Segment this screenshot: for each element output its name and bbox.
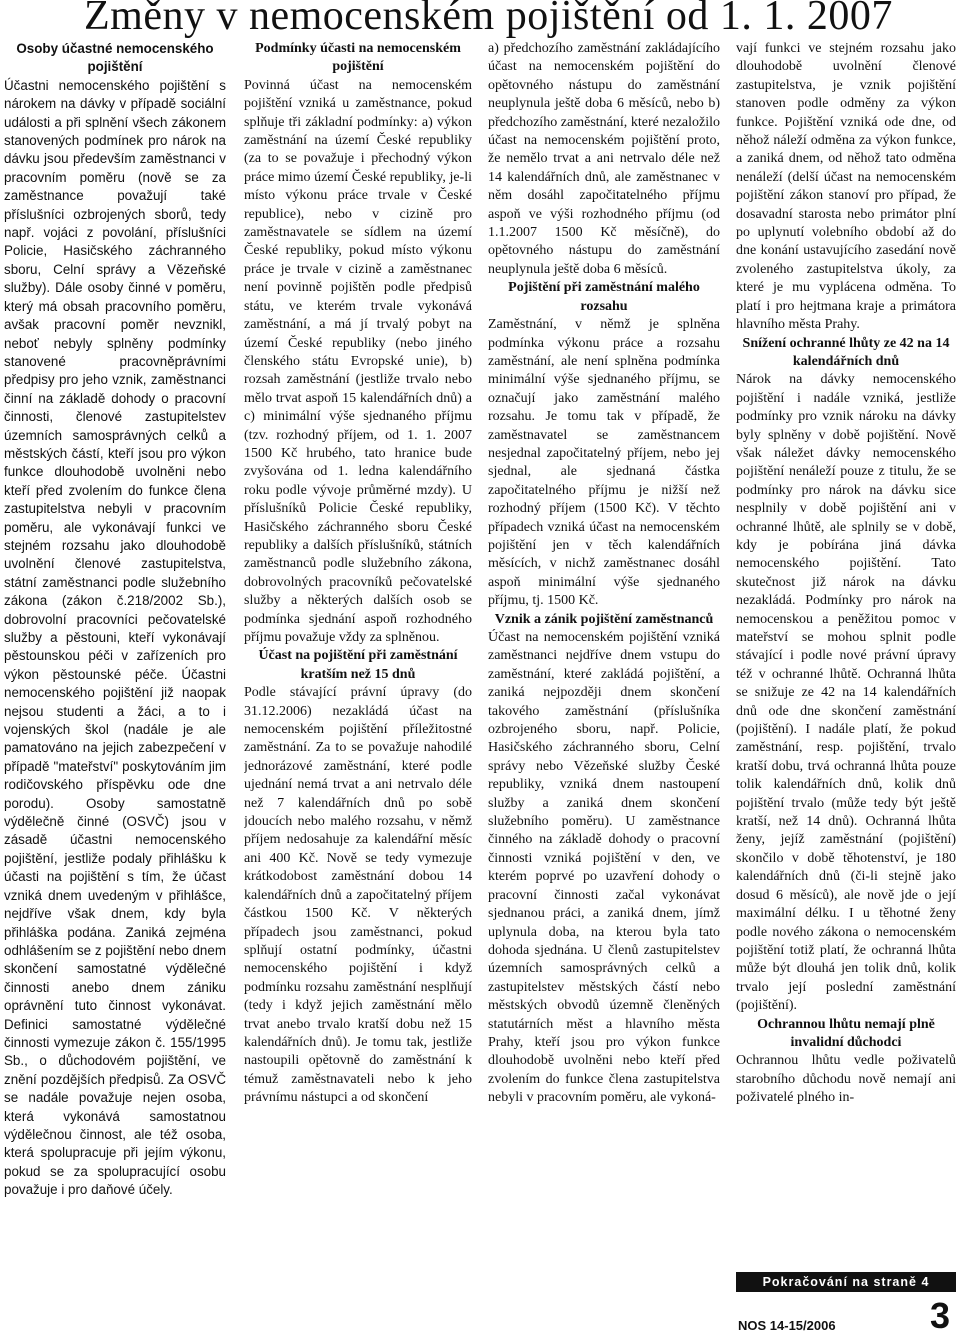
body-text: vají funkci ve stejném rozsahu jako dlouhodobě uvolnění členové zastupitelstva, je vznik pojištění stanoven podle odměny za výkon funkce. Pojištění vzniká ode dne, od něhož náleží odměna za výkon funkce, a zaniká dnem, od něhož tato odměna nenáleží (delší účast na nemocenském pojištění zákon stanoví pro případ, že dosavadní starosta nebo primátor plní po uplynutí volebního období až do dne konání ustavujícího zasedání nově zvoleného zastupitelstva úkoly, za které je mu vyplácena odměna. To platí i pro hejtmana kraje a primátora hlavního města Prahy. [736, 41, 956, 333]
column-1 [4, 40, 226, 1330]
section-heading: Podmínky účasti na nemocenském pojištění [255, 41, 461, 75]
section-heading: Účast na pojištění při zaměstnání kratším než 15 dnů [258, 648, 458, 682]
body-text: a) předchozího zaměstnání zakládajícího účast na nemocenském pojištění do opětovného nástupu do zaměstnání neuplynula ještě doba 6 měsíců, nebo b) předchozího zaměstnání, které nezaložilo účast na nemocenském pojištění proto, že nemělo trvat a ani netrvalo déle než 14 kalendářních dnů, ale zaměstnanec v něm dosáhl započitatelného příjmu aspoň ve výši rozhodného příjmu (od 1.1.2007 1500 Kč měsíčně), do opětovného nástupu do zaměstnání neuplynula ještě doba 6 měsíců. [488, 41, 720, 277]
section-heading: Vznik a zánik pojištění zaměstnanců [494, 611, 714, 627]
body-text: Účastni nemocenského pojištění s nárokem na dávky v případě sociální události a při splnění všech zákonem stanovených podmínek pro nárok na dávku jsou především zaměstnanci v pracovním poměru (nově se za zaměstnance považují také příslušníci ozbrojených sborů, tedy např. vojáci z povolání, příslušníci Policie, Hasičského záchranného sboru, Celní správy a Vězeňské služby). Dále osoby činné v poměru, který má obsah pracovního poměru, avšak pracovní poměr nevznikl, neboť nebyly splněny podmínky stanovené pracovněprávními předpisy pro jeho vznik, zaměstnanci činní na základě dohody o pracovní činnosti, členové zastupitelstev územních samosprávných celků a městských částí, kteří jsou pro výkon funkce dlouhodobě uvolněni nebo kteří před zvolením do funkce člena zastupitelstva nebyli v pracovním poměru, ale vykonávají funkci ve stejném rozsahu jako dlouhodobě uvolnění členové zastupitelstva, státní zaměstnanci podle služebního zákona (zákon č.218/2002 Sb.), dobrovolní pracovníci pečovatelské služby a pěstouni, kteří vykonávají pěstounskou péči v zařízeních pro výkon pěstounské péče. Účastni nemocenského pojištění již naopak nejsou studenti a žáci, a to i vojenských škol (nadále je ale pamatováno na jejich zabezpečení v případě "mateřství" poskytováním jim rodičovského příspěvku ode dne porodu). Osoby samostatně výdělečně činné (OSVČ) jsou v zásadě účastni nemocenského pojištění, jestliže podaly přihlášku k účasti na pojištění s tím, že účast vzniká dnem uvedeným v přihlášce, nejdříve však dnem, kdy byla přihláška podána. Zaniká zejména odhlášením se z pojištění nebo dnem skončení samostatné výdělečné činnosti anebo dnem zániku oprávnění tuto činnost vykonávat. Definici samostatné výdělečné činnosti vymezuje zákon č. 155/1995 Sb., o důchodovém pojištění, ve znění pozdějších předpisů. Za OSVČ se nadále považuje nejen osoba, která vykonává samostatnou výdělečnou činnost, ale též osoba, která spolupracuje při jejím výkonu, pokud se za spolupracující osobu považuje i pro daňové účely. [4, 77, 226, 1198]
column-3 [488, 40, 720, 1330]
column-4 [736, 40, 956, 1268]
body-text: Ochrannou lhůtu vedle poživatelů starobního důchodu nově nemají ani poživatelé plného in- [736, 1053, 956, 1106]
body-text: Nárok na dávky nemocenského pojištění i nadále vzniká, jestliže podmínky pro vznik nároku na dávky byly splněny v době pojištění. Nově však náležet dávky nemocenského pojištění nenáleží pouze z titulu, že se podmínky pro nárok na dávku sice nesplnily v době pojištění ani v ochranné lhůtě, ale splnily se v době, kdy je pobírána jiná dávka nemocenského pojištění. Tato skutečnost již nárok na dávku nezakládá. Podmínky pro nárok na nemocenskou a peněžitou pomoc v mateřství se mohou splnit podle stávající i podle nové právní úpravy též v ochranné lhůtě. Ochranná lhůta se snižuje ze 42 na 14 kalendářních dnů ode dne skončení zaměstnání (pojištění). I nadále platí, že pokud zaměstnání, resp. pojištění, trvalo kratší dobu, trvá ochranná lhůta pouze tolik kalendářních dnů, kolik dnů pojištění trvalo (může tedy být ještě kratší, než 14 dnů). Ochranná lhůta ženy, jejíž zaměstnání (pojištění) skončilo v době těhotenství, je 180 kalendářních dnů (či-li stejně jako dosud 6 měsíců), ale nově jde o její maximální délku. I u těhotné ženy podle nového zákona o nemocenském pojištění totiž platí, že ochranná lhůta může být dlouhá jen tolik dnů, kolik trvalo její poslední zaměstnání (pojištění). [736, 372, 956, 1014]
section-heading: Pojištění při zaměstnání malého rozsahu [508, 280, 700, 314]
column-2 [244, 40, 472, 1330]
body-text: Podle stávající právní úpravy (do 31.12.2006) nezakládá účast na nemocenském pojištění příležitostné zaměstnání. Za to se považuje nahodilé jednorázové zaměstnání, které podle ujednání nemá trvat a ani netrvalo déle než 7 kalendářních dnů po sobě jdoucích nebo malého rozsahu, v němž příjem nedosahuje za kalendářní měsíc ani 400 Kč. Nově se tedy vymezuje krátkodobost zaměstnání dobou 14 kalendářních dnů a započitatelný příjem částkou 1500 Kč. V některých případech jsou zaměstnanci, pokud splňují ostatní podmínky, účastni nemocenského pojištění i když podmínku rozsahu zaměstnání nesplňují (tedy i když jejich zaměstnání mělo trvat anebo trvalo kratší dobu než 15 kalendářních dnů). Je tomu tak, jestliže nastoupili opětovně do zaměstnání k témuž zaměstnavateli nebo k jeho právnímu nástupci a od skončení [244, 685, 472, 1106]
section-heading: Snížení ochranné lhůty ze 42 na 14 kalendářních dnů [742, 335, 950, 369]
body-text: Zaměstnání, v němž je splněna podmínka výkonu práce a rozsahu zaměstnání, ale není splněna podmínka minimální výše sjednaného příjmu, se označují jako zaměstnání malého rozsahu. Je tomu tak v případě, že zaměstnavatel se zaměstnancem nesjednal započitatelný příjem, nebo jej sjednal, ale sjednaná částka započitatelného příjmu je nižší než rozhodný příjem (1500 Kč). V těchto případech vzniká účast na nemocenském pojištění jen v těch kalendářních měsících, v nichž zaměstnanec dosáhl aspoň minimální výše sjednaného příjmu, tj. 1500 Kč. [488, 317, 720, 609]
body-text: Povinná účast na nemocenském pojištění vzniká u zaměstnance, pokud splňuje tři základní podmínky: a) výkon zaměstnání na území České republiky (za to se považuje i přechodný výkon práce mimo území České republiky, je-li místo výkonu práce trvale v České republice), nebo v cizině pro zaměstnavatele se sídlem na území České republiky, pokud místo výkonu práce je trvale v cizině a zaměstnanec není povinně pojištěn podle předpisů státu, ve kterém trvale vykonává zaměstnání, a má jí trvalý pobyt na území České republiky (nebo jiného členského státu Evropské unie), b) rozsah zaměstnání (jestliže trvalo nebo mělo trvat aspoň 15 kalendářních dnů) a c) minimální výše sjednaného příjmu (tzv. rozhodný příjem, od 1. 1. 2007 1500 Kč hrubého, tato hranice bude zvyšována od 1. ledna kalendářního roku podle vývoje průměrné mzdy). U příslušníků Policie České republiky, Hasičského záchranného sboru České republiky a dalších příslušníků, státních zaměstnanců podle služebního zákona, dobrovolných pracovníků pečovatelské služby a některých dalších osob se podmínka sjednání aspoň rozhodného příjmu považuje vždy za splněnou. [244, 77, 472, 645]
section-heading: Osoby účastné nemocenského pojištění [16, 41, 214, 75]
section-heading: Ochrannou lhůtu nemají plně invalidní důchodci [757, 1016, 935, 1050]
body-text: Účast na nemocenském pojištění vzniká zaměstnanci nejdříve dnem vstupu do zaměstnání, které zakládá pojištění, a zaniká nejpozději dnem skončení takového zaměstnání (příslušníka ozbrojeného sboru, např. Policie, Hasičského záchranného sboru, Celní správy nebo Vězeňské služby České republiky, vzniká dnem nastoupení služby a zaniká dnem skončení služebního poměru). U zaměstnance činného na základě dohody o pracovní činnosti vzniká pojištění v den, ve kterém poprvé po uzavření dohody o pracovní činnosti začal vykonávat sjednanou práci, a zaniká dnem, jímž uplynula doba, na kterou byla tato dohoda sjednána. U členů zastupitelstev územních samosprávných celků a zastupitelstev městských částí nebo městských obvodů územně členěných statutárních měst a hlavního města Prahy, kteří jsou pro výkon funkce dlouhodobě uvolněni nebo kteří před zvolením do funkce člena zastupitelstva nebyli v pracovním poměru, ale vykoná- [488, 630, 720, 1106]
page-number: 3 [930, 1295, 951, 1336]
page-title: Změny v nemocenském pojištění od 1. 1. 2007 [84, 0, 893, 39]
continue-notice: Pokračování na straně 4 [736, 1272, 956, 1292]
issue-label: NOS 14-15/2006 [738, 1318, 836, 1333]
